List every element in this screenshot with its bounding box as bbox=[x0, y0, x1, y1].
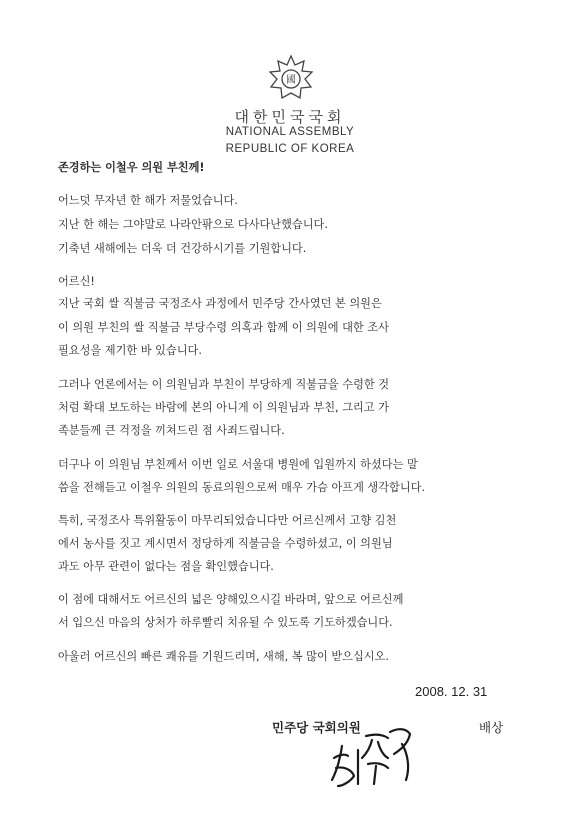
paragraph-1-line: 어느덧 무자년 한 해가 저물었습니다. bbox=[58, 194, 238, 207]
paragraph-6-line: 서 입으신 마음의 상처가 하루빨리 치유될 수 있도록 기도하겠습니다. bbox=[58, 616, 393, 629]
salutation: 존경하는 이철우 의원 부친께! bbox=[58, 161, 205, 174]
paragraph-4-line: 더구나 이 의원님 부친께서 이번 일로 서울대 병원에 입원까지 하셨다는 말 bbox=[58, 458, 418, 471]
paragraph-1-line: 기축년 새해에는 더욱 더 건강하시기를 기원합니다. bbox=[58, 242, 307, 255]
paragraph-7-line: 아울러 어르신의 빠른 쾌유를 기원드리며, 새해, 복 많이 받으십시오. bbox=[58, 650, 389, 663]
paragraph-4-line: 씀을 전해듣고 이철우 의원의 동료의원으로써 매우 가슴 아프게 생각합니다. bbox=[58, 481, 426, 494]
org-name-english-line2: REPUBLIC OF KOREA bbox=[225, 143, 355, 155]
paragraph-2-line: 필요성을 제기한 바 있습니다. bbox=[58, 344, 202, 357]
closing-word: 배상 bbox=[479, 720, 504, 735]
national-assembly-emblem-icon bbox=[265, 52, 317, 104]
paragraph-3-line: 족분들께 큰 걱정을 끼쳐드린 점 사죄드립니다. bbox=[58, 424, 285, 437]
paragraph-2-line: 지난 국회 쌀 직불금 국정조사 과정에서 민주당 간사였던 본 의원은 bbox=[58, 297, 382, 310]
paragraph-3-line: 처럼 확대 보도하는 바람에 본의 아니게 이 의원님과 부친, 그리고 가 bbox=[58, 401, 389, 414]
handwritten-signature bbox=[328, 714, 418, 794]
paragraph-5-line: 특히, 국정조사 특위활동이 마무리되었습니다만 어르신께서 고향 김천 bbox=[58, 514, 397, 527]
sender-title: 민주당 국회의원 bbox=[272, 720, 361, 735]
paragraph-1-line: 지난 한 해는 그야말로 나라안팎으로 다사다난했습니다. bbox=[58, 218, 328, 231]
address-line: 어르신! bbox=[58, 275, 95, 288]
paragraph-6-line: 이 점에 대해서도 어르신의 넓은 양해있으시길 바라며, 앞으로 어르신께 bbox=[58, 593, 404, 606]
org-name-english-line1: NATIONAL ASSEMBLY bbox=[225, 126, 355, 138]
paragraph-5-line: 과도 아무 관련이 없다는 점을 확인했습니다. bbox=[58, 560, 274, 573]
paragraph-5-line: 에서 농사를 짓고 계시면서 정당하게 직불금을 수령하셨고, 이 의원님 bbox=[58, 537, 393, 550]
org-name-korean: 대한민국국회 bbox=[234, 108, 346, 126]
paragraph-3-line: 그러나 언론에서는 이 의원님과 부친이 부당하게 직불금을 수령한 것 bbox=[58, 378, 390, 391]
letter-date: 2008. 12. 31 bbox=[415, 684, 488, 699]
emblem-text: 國 bbox=[286, 75, 296, 86]
paragraph-2-line: 이 의원 부친의 쌀 직불금 부당수령 의혹과 함께 이 의원에 대한 조사 bbox=[58, 321, 389, 334]
